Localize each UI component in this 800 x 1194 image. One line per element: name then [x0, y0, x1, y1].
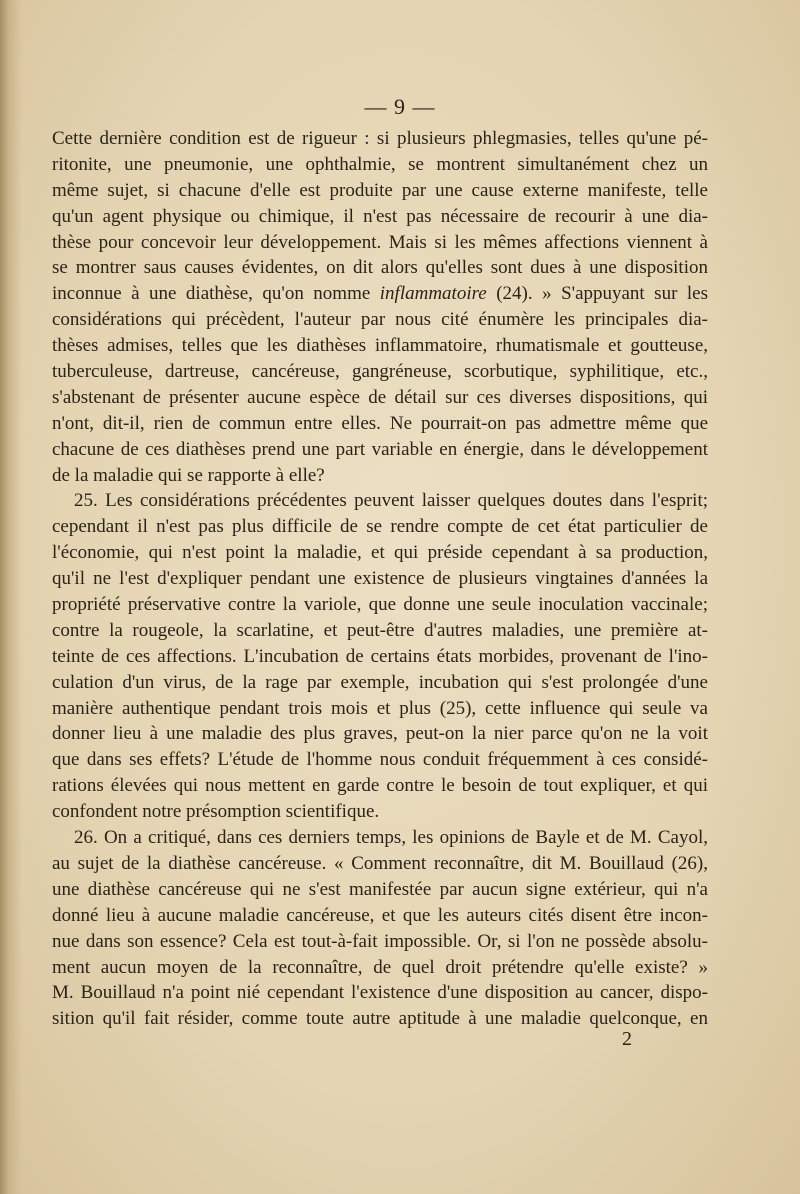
text-line: culation d'un virus, de la rage par exemple, incubation qui s'est prolongée d'une [52, 671, 708, 693]
text-line: donné lieu à aucune maladie cancéreuse, et que les auteurs cités disent être incon- [52, 904, 708, 926]
text-line: thèse pour concevoir leur développement. Mais si les mêmes affections viennent à [52, 231, 708, 253]
signature-mark: 2 [622, 1028, 632, 1050]
text-line: confondent notre présomption scientifique. [52, 801, 380, 823]
text-line: considérations qui précèdent, l'auteur par nous cité énumère les principales dia- [52, 309, 708, 331]
text-line: donner lieu à une maladie des plus graves, peut-on la nier parce qu'on ne la voit [52, 723, 708, 745]
text-line: l'économie, qui n'est point la maladie, et qui préside cependant à sa production, [52, 542, 708, 564]
text-line: tuberculeuse, dartreuse, cancéreuse, gangréneuse, scorbutique, syphilitique, etc., [52, 361, 708, 383]
text-line: de la maladie qui se rapporte à elle? [52, 464, 325, 486]
text-line: se montrer saus causes évidentes, on dit alors qu'elles sont dues à une disposition [52, 257, 708, 279]
text-line: thèses admises, telles que les diathèses inflammatoire, rhumatismale et goutteuse, [52, 335, 708, 357]
text-line: qu'il ne l'est d'expliquer pendant une existence de plusieurs vingtaines d'années la [52, 568, 708, 590]
text-line: au sujet de la diathèse cancéreuse. « Comment reconnaître, dit M. Bouillaud (26), [52, 852, 708, 874]
paragraph-start-26: 26. On a critiqué, dans ces derniers temps, les opinions de Bayle et de M. Cayol, [74, 827, 708, 849]
text-line: même sujet, si chacune d'elle est produite par une cause externe manifeste, telle [52, 179, 708, 201]
text-line: inconnue à une diathèse, qu'on nomme inflammatoire (24). » S'appuyant sur les [52, 283, 708, 305]
text-line: cependant il n'est pas plus difficile de se rendre compte de cet état particulier de [52, 516, 708, 538]
text-line: ment aucun moyen de la reconnaître, de quel droit prétendre qu'elle existe? » [52, 956, 708, 978]
text-line: nue dans son essence? Cela est tout-à-fait impossible. Or, si l'on ne possède absolu- [52, 930, 708, 952]
text-line: sition qu'il fait résider, comme toute autre aptitude à une maladie quelconque, en [52, 1008, 708, 1030]
text-line: ritonite, une pneumonie, une ophthalmie, se montrent simultanément chez un [52, 153, 708, 175]
text-body [52, 126, 708, 1032]
text-line: que dans ses effets? L'étude de l'homme nous conduit fréquemment à ces considé- [52, 749, 708, 771]
text-line: manière authentique pendant trois mois et plus (25), cette influence qui seule va [52, 697, 708, 719]
text-line: chacune de ces diathèses prend une part variable en énergie, dans le développement [52, 438, 708, 460]
text-line: n'ont, dit-il, rien de commun entre elles. Ne pourrait-on pas admettre même que [52, 412, 708, 434]
text-line: s'abstenant de présenter aucune espèce de détail sur ces diverses dispositions, qui [52, 386, 708, 408]
text-line: contre la rougeole, la scarlatine, et peut-être d'autres maladies, une première at- [52, 619, 708, 641]
text-line: M. Bouillaud n'a point nié cependant l'existence d'une disposition au cancer, dispo- [52, 982, 708, 1004]
text-line: propriété préservative contre la variole, que donne une seule inoculation vaccinale; [52, 594, 708, 616]
text-line: rations élevées qui nous mettent en garde contre le besoin de tout expliquer, et qui [52, 775, 708, 797]
paragraph-start-25: 25. Les considérations précédentes peuvent laisser quelques doutes dans l'esprit; [74, 490, 708, 512]
page-number-header: — 9 — [364, 94, 436, 119]
text-line: Cette dernière condition est de rigueur : si plusieurs phlegmasies, telles qu'une pé- [52, 128, 708, 149]
text-line: qu'un agent physique ou chimique, il n'est pas nécessaire de recourir à une dia- [52, 205, 708, 227]
text-line: une diathèse cancéreuse qui ne s'est manifestée par aucun signe extérieur, qui n'a [52, 878, 708, 900]
text-line: teinte de ces affections. L'incubation de certains états morbides, provenant de l'ino- [52, 645, 708, 667]
